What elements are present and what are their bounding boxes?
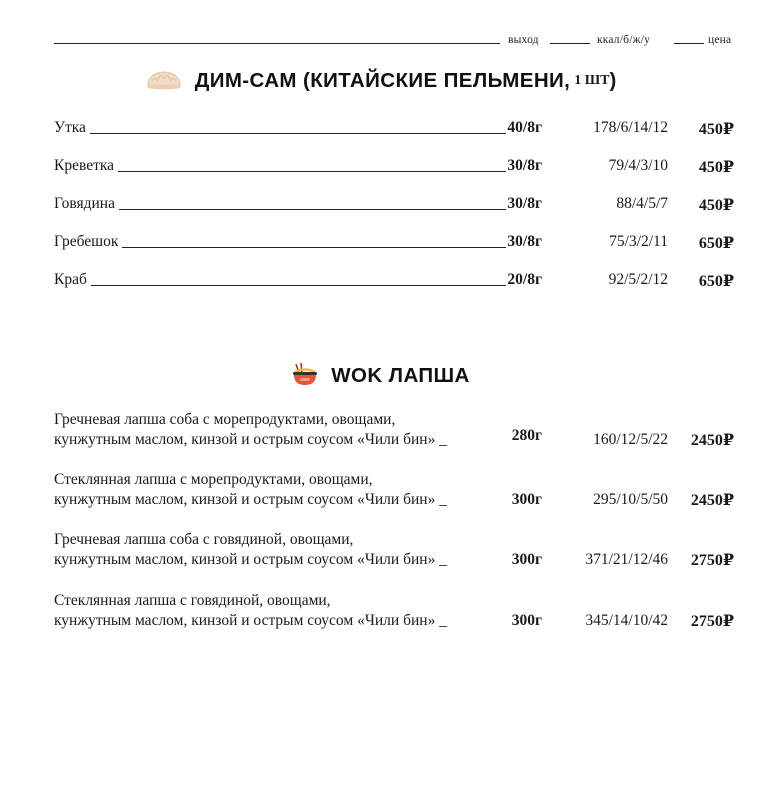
leader-line xyxy=(122,247,506,248)
wok-row xyxy=(54,471,738,515)
legend-price: цена xyxy=(708,34,732,46)
dish-weight: 30/8г xyxy=(507,157,542,174)
dish-weight: 300г xyxy=(511,612,542,629)
dish-kbju: 345/14/10/42 xyxy=(585,612,668,629)
dimsum-row xyxy=(54,119,738,141)
dish-name: Гребешок xyxy=(54,233,121,251)
dish-price: 450₽ xyxy=(698,197,734,214)
wok-title: WOK ЛАПША xyxy=(331,364,470,387)
dish-weight: 300г xyxy=(511,551,542,568)
dish-price: 2750₽ xyxy=(690,552,734,569)
legend-kbju: ккал/б/ж/у xyxy=(597,34,651,46)
legend-output: выход xyxy=(508,34,539,46)
dish-weight: 40/8г xyxy=(507,119,542,136)
dish-weight: 300г xyxy=(511,491,542,508)
dish-kbju: 92/5/2/12 xyxy=(608,271,668,288)
dish-price: 2750₽ xyxy=(690,613,734,630)
dish-description-line2: кунжутным маслом, кинзой и острым соусом «Чили бин» _ xyxy=(54,612,447,629)
dish-weight: 30/8г xyxy=(507,233,542,250)
dish-name: Креветка xyxy=(54,157,117,175)
dumpling-icon xyxy=(145,67,183,96)
dish-name: Краб xyxy=(54,271,90,289)
dish-weight: 20/8г xyxy=(507,271,542,288)
dish-description-line1: Стеклянная лапша с морепродуктами, овощами, xyxy=(54,471,373,488)
leader-line xyxy=(119,209,506,210)
dimsum-row xyxy=(54,233,738,255)
dish-name: Утка xyxy=(54,119,89,137)
dish-description-line1: Гречневая лапша соба с морепродуктами, овощами, xyxy=(54,411,396,428)
wok-row xyxy=(54,531,738,575)
dish-kbju: 295/10/5/50 xyxy=(593,491,668,508)
dish-description-line2: кунжутным маслом, кинзой и острым соусом «Чили бин» _ xyxy=(54,431,447,448)
dish-description-line2: кунжутным маслом, кинзой и острым соусом «Чили бин» _ xyxy=(54,551,447,568)
dish-price: 450₽ xyxy=(698,121,734,138)
dish-kbju: 75/3/2/11 xyxy=(609,233,668,250)
noodle-bowl-icon xyxy=(291,361,319,392)
leader-line xyxy=(90,133,506,134)
wok-row xyxy=(54,592,738,636)
dish-kbju: 178/6/14/12 xyxy=(593,119,668,136)
leader-line xyxy=(91,285,506,286)
dimsum-title-close: ) xyxy=(609,69,617,92)
dish-weight: 30/8г xyxy=(507,195,542,212)
dimsum-row xyxy=(54,157,738,179)
leader-line xyxy=(118,171,506,172)
column-legend xyxy=(54,34,738,50)
dish-kbju: 160/12/5/22 xyxy=(593,431,668,448)
wok-heading xyxy=(0,362,761,390)
legend-rule xyxy=(54,43,500,44)
dimsum-row xyxy=(54,271,738,293)
dish-description-line1: Стеклянная лапша с говядиной, овощами, xyxy=(54,592,331,609)
dish-price: 650₽ xyxy=(698,273,734,290)
dimsum-heading xyxy=(0,66,761,96)
dish-description-line1: Гречневая лапша соба с говядиной, овощами, xyxy=(54,531,354,548)
dish-kbju: 88/4/5/7 xyxy=(616,195,668,212)
dimsum-row xyxy=(54,195,738,217)
dish-name: Говядина xyxy=(54,195,118,213)
wok-row xyxy=(54,411,738,455)
legend-rule xyxy=(674,43,704,44)
dish-price: 450₽ xyxy=(698,159,734,176)
dimsum-title: ДИМ-САМ (КИТАЙСКИЕ ПЕЛЬМЕНИ, xyxy=(194,69,571,92)
dish-description-line2: кунжутным маслом, кинзой и острым соусом «Чили бин» _ xyxy=(54,491,447,508)
dish-price: 2450₽ xyxy=(690,492,734,509)
dish-kbju: 79/4/3/10 xyxy=(608,157,668,174)
legend-rule xyxy=(550,43,590,44)
dish-weight: 280г xyxy=(511,427,542,444)
dish-price: 2450₽ xyxy=(690,432,734,449)
dish-kbju: 371/21/12/46 xyxy=(585,551,668,568)
dimsum-title-note: 1 ШТ xyxy=(574,73,610,88)
dish-price: 650₽ xyxy=(698,235,734,252)
